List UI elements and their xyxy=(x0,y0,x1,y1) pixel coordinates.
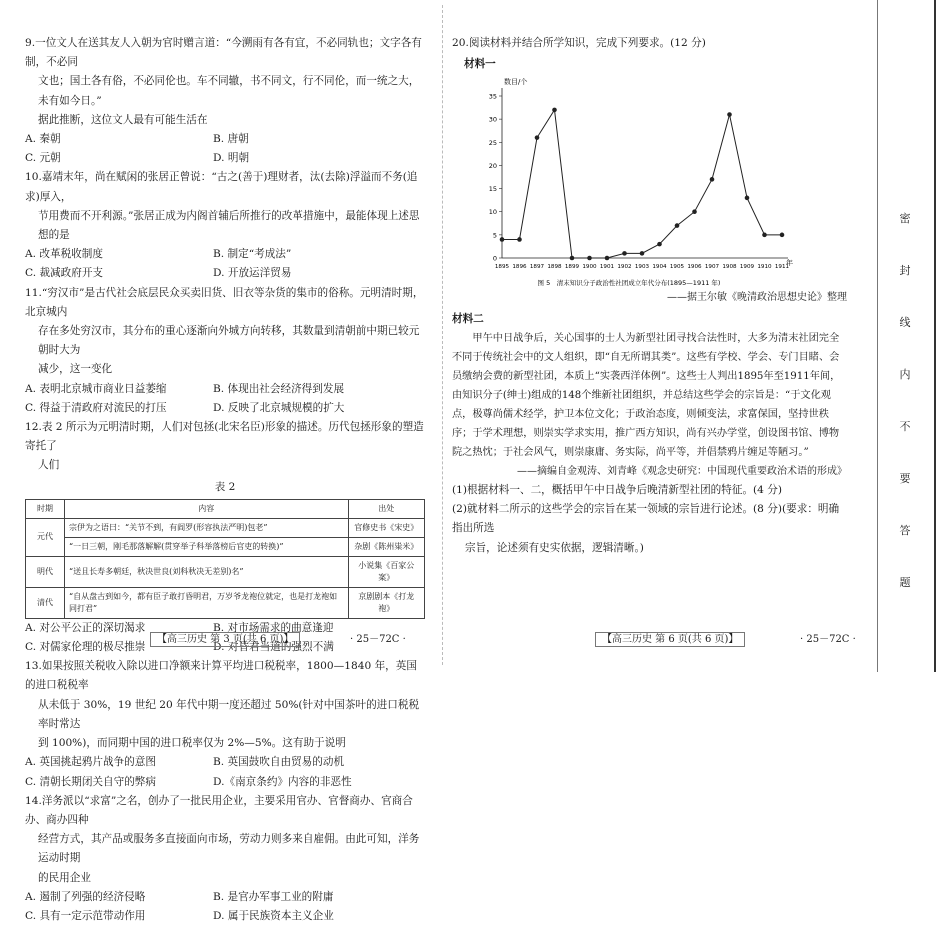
question-stem-line: 人们 xyxy=(38,459,60,472)
data-point xyxy=(517,238,522,243)
x-tick-label: 1902 xyxy=(617,264,632,271)
y-tick-label: 30 xyxy=(488,116,497,125)
options xyxy=(25,753,425,791)
question-stem-line: 10.嘉靖末年，尚在赋闲的张居正曾说：“古之(善于)理财者，汰(去除)浮溢而不务(追求)厚入， xyxy=(25,171,418,203)
y-tick-label: 0 xyxy=(492,254,497,263)
table-cell-source: 官修史书《宋史》 xyxy=(348,518,424,537)
question-9 xyxy=(25,34,425,168)
data-point xyxy=(657,242,662,247)
footer-code-right: · 25－72C · xyxy=(800,634,856,645)
series-line xyxy=(502,110,782,258)
table-cell-era: 元代 xyxy=(26,518,65,556)
question-stem-line: 的民用企业 xyxy=(38,871,91,884)
series xyxy=(500,108,785,261)
footer-code-left: · 25－72C · xyxy=(350,634,406,645)
y-tick-label: 5 xyxy=(492,231,497,240)
option-a: A. 遏制了列强的经济侵略 xyxy=(25,890,146,903)
page-label: 【高三历史 第 3 页(共 6 页)】 xyxy=(150,632,300,647)
option-b: B. 唐朝 xyxy=(213,133,249,146)
x-tick-label: 1895 xyxy=(494,264,510,271)
option-a: A. 英国挑起鸦片战争的意图 xyxy=(25,756,156,769)
seal-strip-char: 答 xyxy=(899,524,911,537)
question-stem-line: 节用费而不开利源。”张居正成为内阁首辅后所推行的改革措施中，最能体现上述思想的是 xyxy=(38,209,420,242)
option-d: D.《南京条约》内容的非恶性 xyxy=(213,775,352,788)
table-caption: 表 2 xyxy=(214,480,236,493)
option-c: C. 得益于清政府对流民的打压 xyxy=(25,401,167,414)
data-point xyxy=(500,238,505,243)
option-c: C. 对儒家伦理的极尽推崇 xyxy=(25,641,146,654)
material-2-text: 甲午中日战争后，关心国事的士人为新型社团寻找合法性时，大多为清末社团完全不同于传统社会中的文人组织，即“自无所谓其类”。这些有学校、学会、专门目睹、会员缴纳会费的新型社团，本质上“实袭西洋体例”。这些士人判出1895年至1911年间，由知识分子(绅士)组成的148个维新社团组织，并总结这些学会的宗旨是：“于文化观点，极尊尚儒术经学，护卫本位文化；于政治态度，则倾变法，求富保国，坚持世秩序；于学术理想，则崇实学求实用，推广西方知识，尚有兴办学堂，创设图书馆、博物院之热忱；于社会风气，则崇康庸、务实际，尚平等，并倡禁鸦片缠足等陋习。” xyxy=(452,332,841,458)
sub-question-1: (1)根据材料一、二，概括甲午中日战争后晚清新型社团的特征。(4 分) xyxy=(452,484,783,497)
chart-ylabel: 数目/个 xyxy=(504,78,528,87)
table-header: 时期 xyxy=(26,499,65,518)
x-tick-label: 1901 xyxy=(599,264,615,271)
data-point xyxy=(587,256,592,261)
option-d: D. 反映了北京城规模的扩大 xyxy=(213,401,345,414)
x-tick-label: 1908 xyxy=(722,264,737,271)
question-11 xyxy=(25,284,425,418)
sub-question-2-cont: 宗旨，论述须有史实依据，逻辑清晰。) xyxy=(465,541,644,554)
right-page xyxy=(452,34,847,558)
option-d: D. 明朝 xyxy=(213,152,250,165)
seal-strip-char: 内 xyxy=(899,368,911,381)
options xyxy=(25,888,425,926)
y-tick-label: 10 xyxy=(488,208,497,217)
options xyxy=(25,380,425,418)
y-tick-label: 35 xyxy=(488,92,497,101)
table-2 xyxy=(25,499,425,619)
question-10 xyxy=(25,168,425,283)
sub-question-2: (2)就材料二所示的这些学会的宗旨在某一领域的宗旨进行论述。(8 分)(要求：明确指出所选 xyxy=(452,503,840,535)
table-cell-content: “自从盘古到如今，都有臣子敢打昏明君，万岁爷龙袍位就定，也是打龙袍如同打君” xyxy=(65,587,349,618)
x-tick-label: 1909 xyxy=(739,264,755,271)
option-a: A. 改革税收制度 xyxy=(25,248,103,261)
data-point xyxy=(692,210,697,215)
x-tick-label: 1899 xyxy=(564,264,580,271)
page-label: 【高三历史 第 6 页(共 6 页)】 xyxy=(595,632,745,647)
x-tick-label: 1911 xyxy=(774,264,790,271)
table-cell-source: 小说集《百家公案》 xyxy=(348,556,424,587)
seal-strip-char: 密 xyxy=(899,212,911,225)
footer-right xyxy=(595,630,745,645)
data-point xyxy=(535,136,540,141)
x-tick-label: 1900 xyxy=(582,264,597,271)
table-cell-era: 清代 xyxy=(26,587,65,618)
question-stem-line: 9.一位文人在送其友人入朝为官时赠言道：“今溯雨有各有宜，不必同轨也；文字各有制，不必同 xyxy=(25,37,422,69)
option-c: C. 裁减政府开支 xyxy=(25,267,104,280)
data-point xyxy=(727,113,732,118)
option-d: D. 属于民族资本主义企业 xyxy=(213,909,334,922)
x-tick-label: 1904 xyxy=(652,264,667,271)
question-stem-line: 文也；国土各有俗，不必同伦也。车不同辙，书不同文，行不同伦，而一统之大，未有如今日。” xyxy=(38,75,420,107)
question-stem-line: 到 100%)，而同期中国的进口税率仅为 2%—5%。这有助于说明 xyxy=(38,737,346,750)
question-stem-line: 11.“穷汉市”是古代社会底层民众买卖旧货、旧衣等杂货的集市的俗称。元明清时期，北京城内 xyxy=(25,286,424,318)
left-page xyxy=(25,34,425,926)
question-14 xyxy=(25,792,425,926)
table-cell-content: 宗伊为之语曰：“关节不到，有阎罗(形容执法严明)包老” xyxy=(65,518,349,537)
y-tick-label: 15 xyxy=(488,185,497,194)
data-point xyxy=(570,256,575,261)
options xyxy=(25,130,425,168)
x-axis xyxy=(495,258,790,270)
chart-xlabel: 年 xyxy=(786,259,793,268)
option-c: C. 具有一定示范带动作用 xyxy=(25,909,146,922)
question-stem-line: 存在多处穷汉市，其分布的重心逐渐向外城方向转移，其数量到清朝前中期已较元朝时大为 xyxy=(38,325,420,357)
option-c: C. 元朝 xyxy=(25,152,61,165)
option-b: B. 对市场需求的曲意逢迎 xyxy=(213,621,334,634)
option-c: C. 清朝长期闭关自守的弊病 xyxy=(25,775,156,788)
table-row xyxy=(26,537,425,556)
question-12 xyxy=(25,418,425,657)
option-d: D. 开放运洋贸易 xyxy=(213,267,292,280)
line-chart xyxy=(464,74,794,294)
seal-strip-char: 线 xyxy=(899,316,911,329)
x-tick-label: 1910 xyxy=(757,264,772,271)
table-header: 内容 xyxy=(65,499,349,518)
table-header: 出处 xyxy=(348,499,424,518)
question-stem-line: 经营方式，其产品或服务多直接面向市场，劳动力则多来自雇佣。由此可知，洋务运动时期 xyxy=(38,833,420,865)
table-cell-content: “一日三朝，刚毛那落解解(贯穿举子科举落榜后官吏的转换)” xyxy=(65,537,349,556)
question-stem-line: 从未低于 30%，19 世纪 20 年代中期一度还超过 50%(针对中国茶叶的进口税税率时常达 xyxy=(38,698,420,730)
question-20-stem: 20.阅读材料并结合所学知识，完成下列要求。(12 分) xyxy=(452,37,706,49)
table-cell-content: “送且长寿多朝廷，秋决世良(刘科秋决无差别)名” xyxy=(65,556,349,587)
option-a: A. 秦朝 xyxy=(25,133,61,146)
seal-strip-char: 要 xyxy=(899,472,911,485)
x-tick-label: 1905 xyxy=(669,264,685,271)
table-header-row xyxy=(26,499,425,518)
option-b: B. 是官办军事工业的附庸 xyxy=(213,890,334,903)
seal-line xyxy=(877,0,878,672)
data-point xyxy=(710,177,715,182)
question-stem-line: 减少，这一变化 xyxy=(38,363,113,376)
option-b: B. 英国鼓吹自由贸易的动机 xyxy=(213,756,345,769)
chart-title: 图 5 清末知识分子政治性社团成立年代分布(1895—1911 年) xyxy=(537,279,721,288)
seal-strip-char: 题 xyxy=(899,576,911,589)
option-b: B. 制定“考成法” xyxy=(213,248,292,261)
seal-strip-char: 不 xyxy=(899,420,911,433)
seal-border xyxy=(934,0,936,672)
table-cell-source: 京剧剧本《打龙袍》 xyxy=(348,587,424,618)
material-2-label: 材料二 xyxy=(452,312,484,325)
y-tick-label: 25 xyxy=(488,139,497,148)
footer-left xyxy=(150,630,300,645)
x-tick-label: 1898 xyxy=(547,264,562,271)
x-tick-label: 1897 xyxy=(529,264,545,271)
option-a: A. 对公平公正的深切渴求 xyxy=(25,621,146,634)
table-cell-source: 杂剧《陈州粜米》 xyxy=(348,537,424,556)
seal-strip-char: 封 xyxy=(899,264,911,277)
x-tick-label: 1896 xyxy=(512,264,527,271)
y-tick-label: 20 xyxy=(488,162,497,171)
x-tick-label: 1906 xyxy=(687,264,702,271)
table-row xyxy=(26,587,425,618)
options xyxy=(25,245,425,283)
table-cell-era: 明代 xyxy=(26,556,65,587)
material-2-source: ——摘编自金观涛、刘青峰《观念史研究：中国现代重要政治术语的形成》 xyxy=(517,465,847,477)
material-1-label: 材料一 xyxy=(464,58,496,71)
data-point xyxy=(745,196,750,201)
table-row xyxy=(26,518,425,537)
y-axis xyxy=(489,88,502,263)
page-divider xyxy=(442,5,443,665)
data-point xyxy=(640,251,645,256)
chart-source: ——据王尔敏《晚清政治思想史论》整理 xyxy=(667,292,847,304)
data-point xyxy=(780,233,785,238)
data-point xyxy=(675,224,680,229)
option-d: D. 对昏君当道的强烈不满 xyxy=(213,641,334,654)
x-tick-label: 1903 xyxy=(634,264,650,271)
question-stem-line: 12.表 2 所示为元明清时期，人们对包拯(北宋名臣)形象的描述。历代包拯形象的塑造寄托了 xyxy=(25,421,424,453)
x-tick-label: 1907 xyxy=(704,264,720,271)
data-point xyxy=(552,108,557,113)
data-point xyxy=(605,256,610,261)
question-stem-line: 14.洋务派以“求富”之名，创办了一批民用企业，主要采用官办、官督商办、官商合办、商办四种 xyxy=(25,794,413,826)
table-row xyxy=(26,556,425,587)
question-stem-line: 13.如果按照关税收入除以进口净额来计算平均进口税税率，1800—1840 年，英国的进口税税率 xyxy=(25,660,417,692)
option-a: A. 表明北京城市商业日益萎缩 xyxy=(25,382,167,395)
option-b: B. 体现出社会经济得到发展 xyxy=(213,382,345,395)
question-13 xyxy=(25,657,425,791)
question-stem-line: 据此推断，这位文人最有可能生活在 xyxy=(38,113,208,126)
data-point xyxy=(622,251,627,256)
data-point xyxy=(762,233,767,238)
